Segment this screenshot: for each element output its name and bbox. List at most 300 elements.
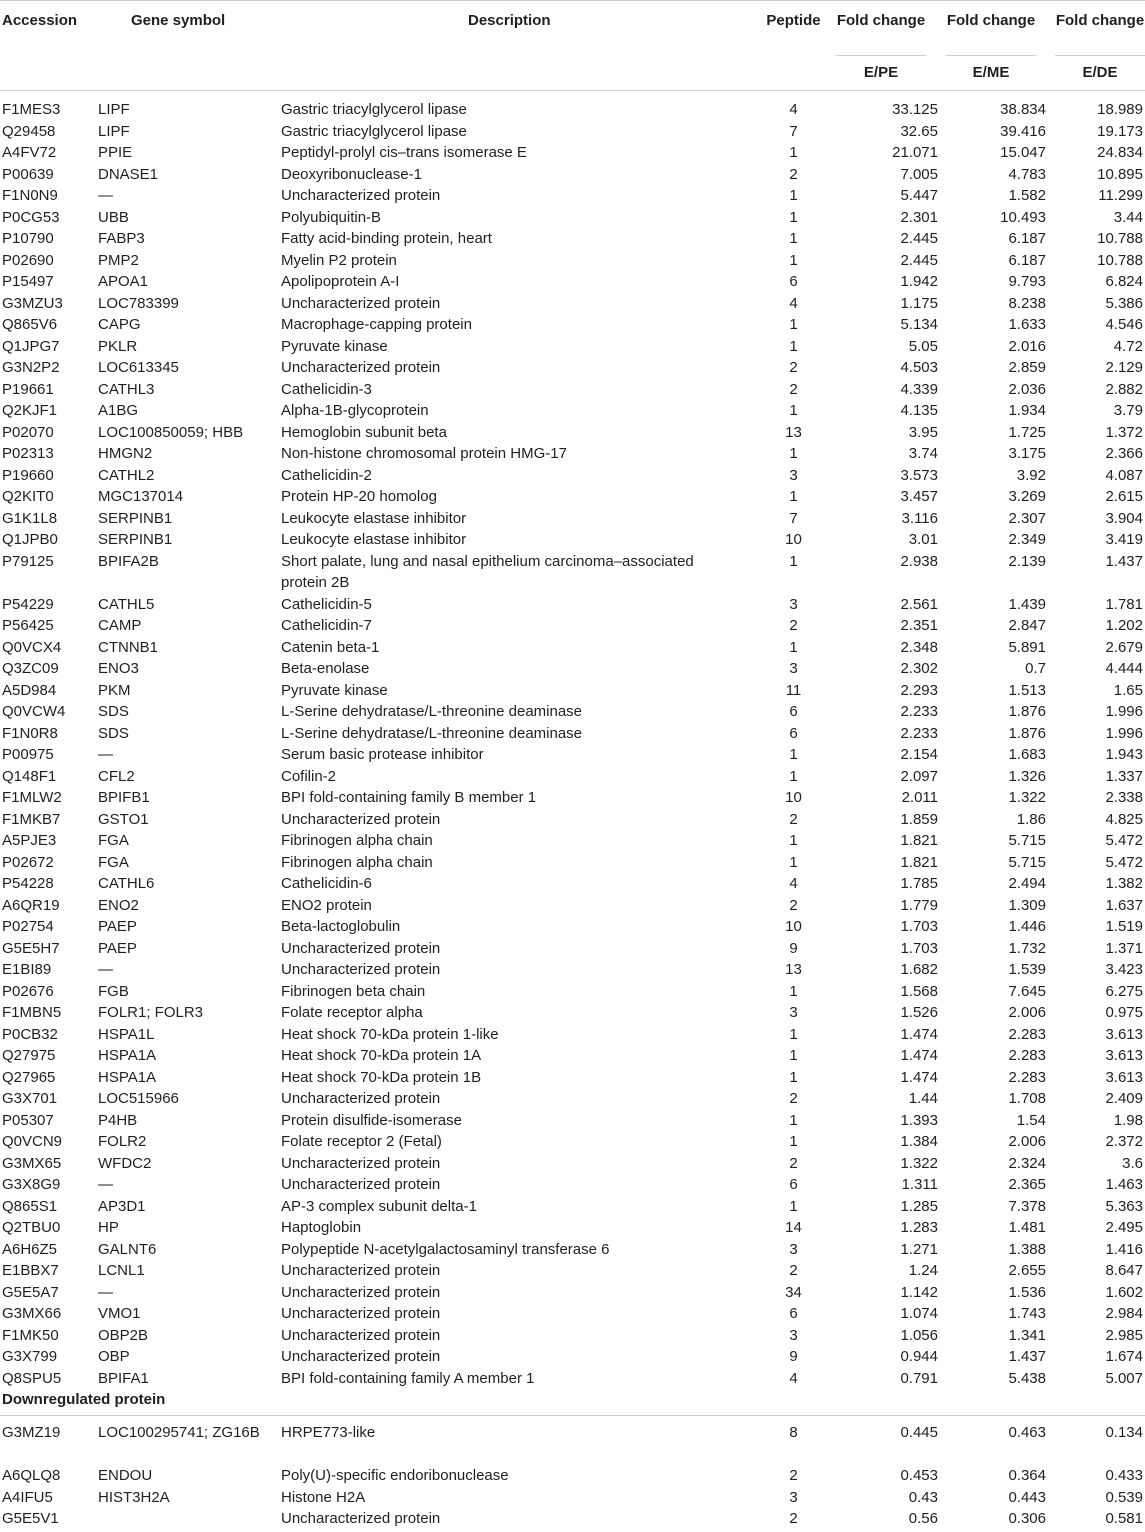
cell-description: Cathelicidin-7 bbox=[281, 617, 372, 634]
cell-peptide: 13 bbox=[785, 961, 802, 978]
cell-gene-symbol: — bbox=[98, 1283, 113, 1301]
cell-gene-symbol: FGA bbox=[98, 853, 129, 871]
cell-accession: Q8SPU5 bbox=[2, 1369, 62, 1387]
table-row bbox=[0, 744, 1145, 766]
cell-accession: G3MZU3 bbox=[2, 294, 63, 312]
table-row bbox=[0, 637, 1145, 659]
cell-description: Leukocyte elastase inhibitor bbox=[281, 509, 467, 527]
cell-fold-e-pe: 2.233 bbox=[900, 724, 938, 742]
cell-description: Uncharacterized protein bbox=[281, 1283, 441, 1301]
cell-fold-e-pe: 2.011 bbox=[901, 789, 938, 806]
cell-fold-e-de: 1.437 bbox=[1105, 552, 1143, 570]
cell-accession: Q0VCW4 bbox=[2, 703, 66, 720]
cell-fold-e-de: 5.007 bbox=[1105, 1369, 1143, 1387]
cell-fold-e-pe: 2.154 bbox=[900, 746, 938, 763]
cell-fold-e-me: 5.891 bbox=[1008, 638, 1046, 656]
cell-gene-symbol: LIPF bbox=[98, 122, 130, 140]
cell-description: Alpha-1B-glycoprotein bbox=[281, 402, 429, 419]
cell-gene-symbol: SERPINB1 bbox=[98, 531, 173, 548]
cell-fold-e-pe: 4.503 bbox=[900, 359, 938, 376]
cell-accession: P19660 bbox=[2, 466, 54, 484]
cell-fold-e-pe: 1.474 bbox=[900, 1025, 938, 1043]
cell-fold-e-pe: 1.859 bbox=[900, 810, 938, 828]
cell-fold-e-pe: 1.393 bbox=[900, 1111, 938, 1129]
cell-description: Uncharacterized protein bbox=[281, 939, 441, 957]
cell-description: Non-histone chromosomal protein HMG-17 bbox=[281, 445, 567, 462]
table-row bbox=[0, 1045, 1145, 1067]
cell-fold-e-pe: 4.135 bbox=[900, 402, 938, 419]
cell-fold-e-pe: 1.526 bbox=[900, 1004, 938, 1021]
cell-fold-e-pe: 2.348 bbox=[900, 638, 938, 656]
cell-fold-e-pe: 2.445 bbox=[900, 251, 938, 269]
table-row bbox=[0, 680, 1145, 702]
cell-fold-e-me: 1.439 bbox=[1008, 595, 1046, 613]
table-row bbox=[0, 873, 1145, 895]
cell-fold-e-me: 1.725 bbox=[1008, 423, 1046, 441]
cell-gene-symbol: LOC613345 bbox=[98, 359, 179, 376]
cell-fold-e-me: 0.364 bbox=[1008, 1467, 1046, 1484]
cell-fold-e-de: 2.615 bbox=[1105, 488, 1143, 505]
cell-fold-e-de: 2.985 bbox=[1105, 1326, 1143, 1344]
downregulated-section-header bbox=[0, 1389, 1145, 1416]
cell-fold-e-pe: 1.24 bbox=[908, 1262, 938, 1279]
cell-peptide: 3 bbox=[789, 1004, 798, 1021]
cell-accession: F1N0R8 bbox=[2, 724, 58, 742]
cell-accession: A5D984 bbox=[2, 681, 57, 699]
cell-gene-symbol: WFDC2 bbox=[98, 1154, 152, 1172]
cell-fold-e-me: 2.365 bbox=[1008, 1176, 1046, 1193]
cell-fold-e-pe: 1.271 bbox=[900, 1240, 938, 1258]
table-row bbox=[0, 250, 1145, 272]
cell-gene-symbol: UBB bbox=[98, 208, 129, 226]
header-fold-change-3: Fold change bbox=[1055, 12, 1145, 29]
cell-fold-e-me: 1.536 bbox=[1008, 1283, 1046, 1301]
cell-fold-e-pe: 3.457 bbox=[900, 488, 938, 505]
cell-accession: P02070 bbox=[2, 423, 54, 441]
table-row bbox=[0, 1346, 1145, 1368]
cell-accession: P19661 bbox=[2, 380, 54, 398]
cell-fold-e-pe: 2.097 bbox=[900, 767, 938, 785]
cell-fold-e-me: 2.307 bbox=[1008, 509, 1046, 527]
cell-description: Hemoglobin subunit beta bbox=[281, 423, 447, 441]
cell-fold-e-me: 1.934 bbox=[1008, 402, 1046, 419]
cell-fold-e-de: 2.409 bbox=[1105, 1090, 1143, 1107]
table-row bbox=[0, 486, 1145, 508]
cell-fold-e-de: 6.824 bbox=[1105, 273, 1143, 290]
cell-peptide: 1 bbox=[789, 316, 798, 333]
cell-gene-symbol: VMO1 bbox=[98, 1305, 141, 1322]
table-header bbox=[0, 0, 1145, 91]
cell-fold-e-me: 2.139 bbox=[1008, 552, 1046, 570]
cell-gene-symbol: CATHL3 bbox=[98, 380, 155, 398]
cell-gene-symbol: GSTO1 bbox=[98, 810, 149, 828]
cell-fold-e-de: 3.79 bbox=[1113, 402, 1143, 419]
cell-gene-symbol: APOA1 bbox=[98, 273, 149, 290]
table-row bbox=[0, 701, 1145, 723]
cell-description: Fibrinogen alpha chain bbox=[281, 832, 433, 849]
cell-accession: A6QLQ8 bbox=[2, 1467, 61, 1484]
cell-gene-symbol: CATHL5 bbox=[98, 595, 155, 613]
cell-accession: Q3ZC09 bbox=[2, 660, 59, 677]
cell-fold-e-me: 1.743 bbox=[1008, 1305, 1046, 1322]
cell-peptide: 3 bbox=[789, 466, 798, 484]
cell-fold-e-pe: 1.942 bbox=[900, 273, 938, 290]
cell-fold-e-de: 2.984 bbox=[1105, 1305, 1143, 1322]
cell-fold-e-de: 1.674 bbox=[1105, 1348, 1143, 1365]
cell-fold-e-de: 3.613 bbox=[1105, 1068, 1143, 1086]
cell-gene-symbol: — bbox=[98, 187, 113, 204]
cell-gene-symbol: PMP2 bbox=[98, 251, 139, 269]
table-row bbox=[0, 465, 1145, 487]
cell-fold-e-me: 1.437 bbox=[1008, 1348, 1046, 1365]
cell-fold-e-me: 39.416 bbox=[1000, 122, 1046, 140]
cell-peptide: 1 bbox=[789, 1133, 798, 1150]
cell-fold-e-pe: 32.65 bbox=[900, 122, 938, 140]
table-row bbox=[0, 400, 1145, 422]
cell-peptide: 1 bbox=[789, 1025, 798, 1043]
cell-fold-e-me: 1.539 bbox=[1008, 961, 1046, 978]
table-row bbox=[0, 1002, 1145, 1024]
cell-fold-e-pe: 1.056 bbox=[900, 1326, 938, 1344]
cell-peptide: 6 bbox=[789, 724, 798, 742]
cell-fold-e-de: 6.275 bbox=[1105, 982, 1143, 1000]
cell-fold-e-de: 1.416 bbox=[1105, 1240, 1143, 1258]
cell-gene-symbol: PAEP bbox=[98, 918, 137, 935]
cell-gene-symbol: CAMP bbox=[98, 617, 142, 634]
cell-peptide: 3 bbox=[789, 660, 798, 677]
cell-accession: P02676 bbox=[2, 982, 54, 1000]
cell-gene-symbol: — bbox=[98, 961, 113, 978]
cell-gene-symbol: LOC515966 bbox=[98, 1090, 179, 1107]
cell-accession: A6QR19 bbox=[2, 896, 60, 914]
cell-peptide: 2 bbox=[789, 1262, 798, 1279]
table-row bbox=[0, 1174, 1145, 1196]
cell-peptide: 10 bbox=[785, 918, 802, 935]
cell-fold-e-me: 3.269 bbox=[1008, 488, 1046, 505]
cell-fold-e-de: 0.433 bbox=[1105, 1467, 1143, 1484]
cell-fold-e-me: 4.783 bbox=[1008, 165, 1046, 183]
cell-gene-symbol: LCNL1 bbox=[98, 1262, 145, 1279]
cell-gene-symbol: CAPG bbox=[98, 316, 141, 333]
table-row bbox=[0, 1067, 1145, 1089]
cell-fold-e-de: 1.372 bbox=[1105, 423, 1143, 441]
cell-fold-e-me: 1.309 bbox=[1008, 896, 1046, 914]
cell-accession: Q27975 bbox=[2, 1047, 56, 1064]
cell-description: Cathelicidin-3 bbox=[281, 380, 372, 398]
cell-accession: Q2TBU0 bbox=[2, 1219, 61, 1236]
cell-fold-e-me: 0.443 bbox=[1008, 1488, 1046, 1506]
cell-fold-e-pe: 1.703 bbox=[900, 918, 938, 935]
cell-description: Serum basic protease inhibitor bbox=[281, 746, 484, 763]
cell-accession: P02313 bbox=[2, 445, 54, 462]
cell-description: Cathelicidin-5 bbox=[281, 595, 372, 613]
cell-gene-symbol: BPIFA1 bbox=[98, 1369, 149, 1387]
cell-description: Protein HP-20 homolog bbox=[281, 488, 437, 505]
table-row bbox=[0, 1110, 1145, 1132]
cell-fold-e-de: 10.788 bbox=[1097, 251, 1143, 269]
cell-peptide: 34 bbox=[785, 1283, 802, 1301]
table-row bbox=[0, 422, 1145, 444]
header-e-pe: E/PE bbox=[836, 55, 926, 84]
downregulated-label: Downregulated protein bbox=[2, 1391, 166, 1408]
cell-accession: P54228 bbox=[2, 875, 54, 892]
cell-fold-e-pe: 3.01 bbox=[908, 531, 938, 548]
cell-peptide: 3 bbox=[789, 1240, 798, 1258]
cell-fold-e-de: 18.989 bbox=[1097, 101, 1143, 118]
cell-fold-e-me: 1.54 bbox=[1016, 1111, 1046, 1129]
table-row bbox=[0, 1217, 1145, 1239]
cell-gene-symbol: LOC100295741; ZG16B bbox=[98, 1424, 260, 1441]
cell-description: Uncharacterized protein bbox=[281, 1154, 441, 1172]
cell-peptide: 2 bbox=[789, 1510, 798, 1527]
table-row bbox=[0, 142, 1145, 164]
cell-peptide: 14 bbox=[785, 1219, 802, 1236]
cell-fold-e-pe: 2.233 bbox=[900, 703, 938, 720]
cell-description: Uncharacterized protein bbox=[281, 294, 441, 312]
cell-fold-e-de: 0.539 bbox=[1105, 1488, 1143, 1506]
cell-peptide: 10 bbox=[785, 789, 802, 806]
cell-peptide: 1 bbox=[789, 402, 798, 419]
cell-fold-e-me: 1.341 bbox=[1008, 1326, 1046, 1344]
cell-fold-e-pe: 5.447 bbox=[900, 187, 938, 204]
cell-gene-symbol: CTNNB1 bbox=[98, 638, 159, 656]
cell-peptide: 2 bbox=[789, 810, 798, 828]
cell-gene-symbol: SERPINB1 bbox=[98, 509, 173, 527]
cell-accession: A4IFU5 bbox=[2, 1488, 53, 1506]
cell-fold-e-de: 5.386 bbox=[1105, 294, 1143, 312]
cell-accession: Q0VCN9 bbox=[2, 1133, 63, 1150]
cell-gene-symbol: CATHL6 bbox=[98, 875, 155, 892]
cell-description: Fatty acid-binding protein, heart bbox=[281, 230, 492, 247]
table-row bbox=[0, 99, 1145, 121]
table-row bbox=[0, 787, 1145, 809]
cell-accession: G3X701 bbox=[2, 1090, 58, 1107]
cell-description: Cathelicidin-2 bbox=[281, 466, 372, 484]
cell-accession: E1BI89 bbox=[2, 961, 52, 978]
cell-peptide: 1 bbox=[789, 1068, 798, 1086]
cell-description: Uncharacterized protein bbox=[281, 1176, 441, 1193]
cell-fold-e-me: 2.036 bbox=[1008, 380, 1046, 398]
cell-fold-e-de: 11.299 bbox=[1098, 187, 1143, 204]
cell-peptide: 3 bbox=[789, 1326, 798, 1344]
cell-fold-e-de: 3.904 bbox=[1105, 509, 1143, 527]
cell-gene-symbol: AP3D1 bbox=[98, 1197, 146, 1215]
cell-fold-e-me: 3.92 bbox=[1016, 466, 1046, 484]
cell-fold-e-pe: 1.821 bbox=[900, 853, 938, 871]
cell-peptide: 1 bbox=[789, 853, 798, 871]
cell-description: L-Serine dehydratase/L-threonine deaminase bbox=[281, 724, 583, 742]
cell-fold-e-pe: 1.821 bbox=[900, 832, 938, 849]
cell-description: Uncharacterized protein bbox=[281, 1262, 441, 1279]
cell-description: Heat shock 70-kDa protein 1A bbox=[281, 1047, 482, 1064]
table-row bbox=[0, 895, 1145, 917]
cell-fold-e-me: 1.513 bbox=[1008, 681, 1046, 699]
cell-peptide: 2 bbox=[789, 617, 798, 634]
cell-fold-e-de: 3.6 bbox=[1122, 1154, 1143, 1172]
cell-description: Heat shock 70-kDa protein 1B bbox=[281, 1068, 482, 1086]
cell-fold-e-de: 0.581 bbox=[1105, 1510, 1143, 1527]
cell-peptide: 1 bbox=[789, 638, 798, 656]
table-row bbox=[0, 1487, 1145, 1509]
cell-peptide: 1 bbox=[789, 208, 798, 226]
cell-description: Protein disulfide-isomerase bbox=[281, 1111, 462, 1129]
cell-gene-symbol: ENO2 bbox=[98, 896, 139, 914]
cell-gene-symbol: OBP2B bbox=[98, 1326, 149, 1344]
table-row bbox=[0, 508, 1145, 530]
cell-fold-e-pe: 2.445 bbox=[900, 230, 938, 247]
cell-fold-e-de: 2.679 bbox=[1105, 638, 1143, 656]
cell-description: Uncharacterized protein bbox=[281, 1348, 441, 1365]
cell-gene-symbol: A1BG bbox=[98, 402, 139, 419]
cell-description: L-Serine dehydratase/L-threonine deaminase bbox=[281, 703, 583, 720]
cell-accession: E1BBX7 bbox=[2, 1262, 59, 1279]
cell-gene-symbol: GALNT6 bbox=[98, 1240, 157, 1258]
cell-fold-e-pe: 3.573 bbox=[900, 466, 938, 484]
cell-fold-e-de: 1.996 bbox=[1105, 724, 1143, 742]
cell-fold-e-pe: 1.074 bbox=[900, 1305, 938, 1322]
cell-fold-e-me: 1.732 bbox=[1008, 939, 1046, 957]
cell-description: Uncharacterized protein bbox=[281, 1510, 441, 1527]
cell-accession: G3MZ19 bbox=[2, 1424, 61, 1441]
cell-description: Uncharacterized protein bbox=[281, 1090, 441, 1107]
cell-fold-e-me: 2.283 bbox=[1008, 1047, 1046, 1064]
cell-fold-e-de: 3.423 bbox=[1105, 961, 1143, 978]
table-row bbox=[0, 1282, 1145, 1304]
cell-fold-e-me: 2.655 bbox=[1008, 1262, 1046, 1279]
cell-accession: P0CG53 bbox=[2, 208, 60, 226]
cell-accession: F1MKB7 bbox=[2, 810, 61, 828]
table-row bbox=[0, 1422, 1145, 1465]
table-row bbox=[0, 357, 1145, 379]
table-row bbox=[0, 121, 1145, 143]
table-row bbox=[0, 1303, 1145, 1325]
cell-accession: P02754 bbox=[2, 918, 54, 935]
cell-gene-symbol: LIPF bbox=[98, 101, 130, 118]
cell-fold-e-de: 2.129 bbox=[1105, 359, 1143, 376]
cell-accession: G5E5H7 bbox=[2, 939, 60, 957]
cell-gene-symbol: LOC783399 bbox=[98, 294, 179, 312]
table-row bbox=[0, 658, 1145, 680]
cell-fold-e-pe: 1.474 bbox=[900, 1047, 938, 1064]
cell-gene-symbol: PAEP bbox=[98, 939, 137, 957]
table-row bbox=[0, 228, 1145, 250]
cell-fold-e-de: 4.546 bbox=[1105, 316, 1143, 333]
cell-gene-symbol: FOLR1; FOLR3 bbox=[98, 1004, 204, 1021]
cell-fold-e-me: 5.438 bbox=[1008, 1369, 1046, 1387]
cell-fold-e-me: 2.283 bbox=[1008, 1025, 1046, 1043]
cell-fold-e-de: 4.087 bbox=[1105, 466, 1143, 484]
cell-peptide: 4 bbox=[789, 294, 798, 312]
cell-fold-e-me: 2.859 bbox=[1008, 359, 1046, 376]
cell-peptide: 1 bbox=[789, 1111, 798, 1129]
cell-fold-e-pe: 2.351 bbox=[900, 617, 938, 634]
cell-fold-e-me: 0.306 bbox=[1008, 1510, 1046, 1527]
cell-fold-e-de: 2.882 bbox=[1105, 380, 1143, 398]
table-row bbox=[0, 809, 1145, 831]
cell-description: Pyruvate kinase bbox=[281, 337, 388, 355]
cell-peptide: 10 bbox=[785, 531, 802, 548]
cell-fold-e-de: 1.337 bbox=[1105, 767, 1143, 785]
cell-description: Peptidyl-prolyl cis–trans isomerase E bbox=[281, 144, 527, 161]
cell-fold-e-pe: 1.285 bbox=[900, 1197, 938, 1215]
cell-fold-e-de: 1.781 bbox=[1105, 595, 1143, 613]
cell-description: ENO2 protein bbox=[281, 896, 372, 914]
cell-description: Pyruvate kinase bbox=[281, 681, 388, 699]
cell-accession: Q865S1 bbox=[2, 1197, 58, 1215]
cell-gene-symbol: HP bbox=[98, 1219, 119, 1236]
cell-description: Folate receptor alpha bbox=[281, 1004, 423, 1021]
table-row bbox=[0, 766, 1145, 788]
cell-gene-symbol: P4HB bbox=[98, 1111, 138, 1129]
cell-fold-e-me: 2.349 bbox=[1008, 531, 1046, 548]
cell-fold-e-de: 0.134 bbox=[1105, 1424, 1143, 1441]
cell-fold-e-pe: 7.005 bbox=[900, 165, 938, 183]
cell-gene-symbol: DNASE1 bbox=[98, 165, 159, 183]
cell-fold-e-de: 1.98 bbox=[1113, 1111, 1143, 1129]
cell-fold-e-de: 1.996 bbox=[1105, 703, 1143, 720]
cell-accession: F1MK50 bbox=[2, 1326, 59, 1344]
cell-description: Fibrinogen alpha chain bbox=[281, 853, 433, 871]
table-row bbox=[0, 271, 1145, 293]
cell-fold-e-de: 4.825 bbox=[1105, 810, 1143, 828]
cell-peptide: 7 bbox=[789, 509, 798, 527]
cell-gene-symbol: — bbox=[98, 746, 113, 763]
table-row bbox=[0, 594, 1145, 616]
table-row bbox=[0, 1131, 1145, 1153]
cell-description: Fibrinogen beta chain bbox=[281, 982, 426, 1000]
cell-peptide: 1 bbox=[789, 746, 798, 763]
cell-gene-symbol: SDS bbox=[98, 724, 129, 742]
cell-accession: P56425 bbox=[2, 617, 54, 634]
cell-fold-e-pe: 1.283 bbox=[900, 1219, 938, 1236]
cell-description: Gastric triacylglycerol lipase bbox=[281, 101, 467, 118]
cell-peptide: 2 bbox=[789, 1090, 798, 1107]
cell-fold-e-de: 4.72 bbox=[1113, 337, 1143, 355]
cell-fold-e-de: 1.637 bbox=[1105, 896, 1143, 914]
cell-description: Poly(U)-specific endoribonuclease bbox=[281, 1467, 509, 1484]
table-row bbox=[0, 379, 1145, 401]
cell-accession: Q2KIT0 bbox=[2, 488, 54, 505]
table-row bbox=[0, 293, 1145, 315]
cell-accession: G5E5A7 bbox=[2, 1283, 59, 1301]
cell-fold-e-me: 0.7 bbox=[1025, 660, 1046, 677]
cell-accession: G3N2P2 bbox=[2, 359, 60, 376]
cell-fold-e-me: 9.793 bbox=[1008, 273, 1046, 290]
cell-gene-symbol: HSPA1A bbox=[98, 1068, 157, 1086]
cell-gene-symbol: HIST3H2A bbox=[98, 1488, 170, 1506]
cell-fold-e-pe: 1.785 bbox=[900, 875, 938, 892]
cell-fold-e-me: 1.683 bbox=[1008, 746, 1046, 763]
table-row bbox=[0, 1153, 1145, 1175]
cell-description: Short palate, lung and nasal epithelium carcinoma–associated protein 2B bbox=[281, 552, 694, 591]
table-row bbox=[0, 314, 1145, 336]
cell-fold-e-me: 0.463 bbox=[1008, 1424, 1046, 1441]
cell-accession: G3X799 bbox=[2, 1348, 58, 1365]
cell-gene-symbol: PKM bbox=[98, 681, 131, 699]
cell-peptide: 1 bbox=[789, 488, 798, 505]
cell-fold-e-pe: 0.453 bbox=[900, 1467, 938, 1484]
cell-accession: A6H6Z5 bbox=[2, 1240, 58, 1258]
cell-accession: Q29458 bbox=[2, 122, 56, 140]
cell-peptide: 13 bbox=[785, 423, 802, 441]
cell-accession: Q27965 bbox=[2, 1068, 56, 1086]
cell-fold-e-me: 1.876 bbox=[1008, 724, 1046, 742]
cell-gene-symbol: LOC100850059; HBB bbox=[98, 423, 244, 441]
upregulated-body bbox=[0, 99, 1145, 1389]
cell-description: Uncharacterized protein bbox=[281, 1326, 441, 1344]
cell-peptide: 3 bbox=[789, 595, 798, 613]
cell-fold-e-pe: 1.142 bbox=[900, 1283, 938, 1301]
